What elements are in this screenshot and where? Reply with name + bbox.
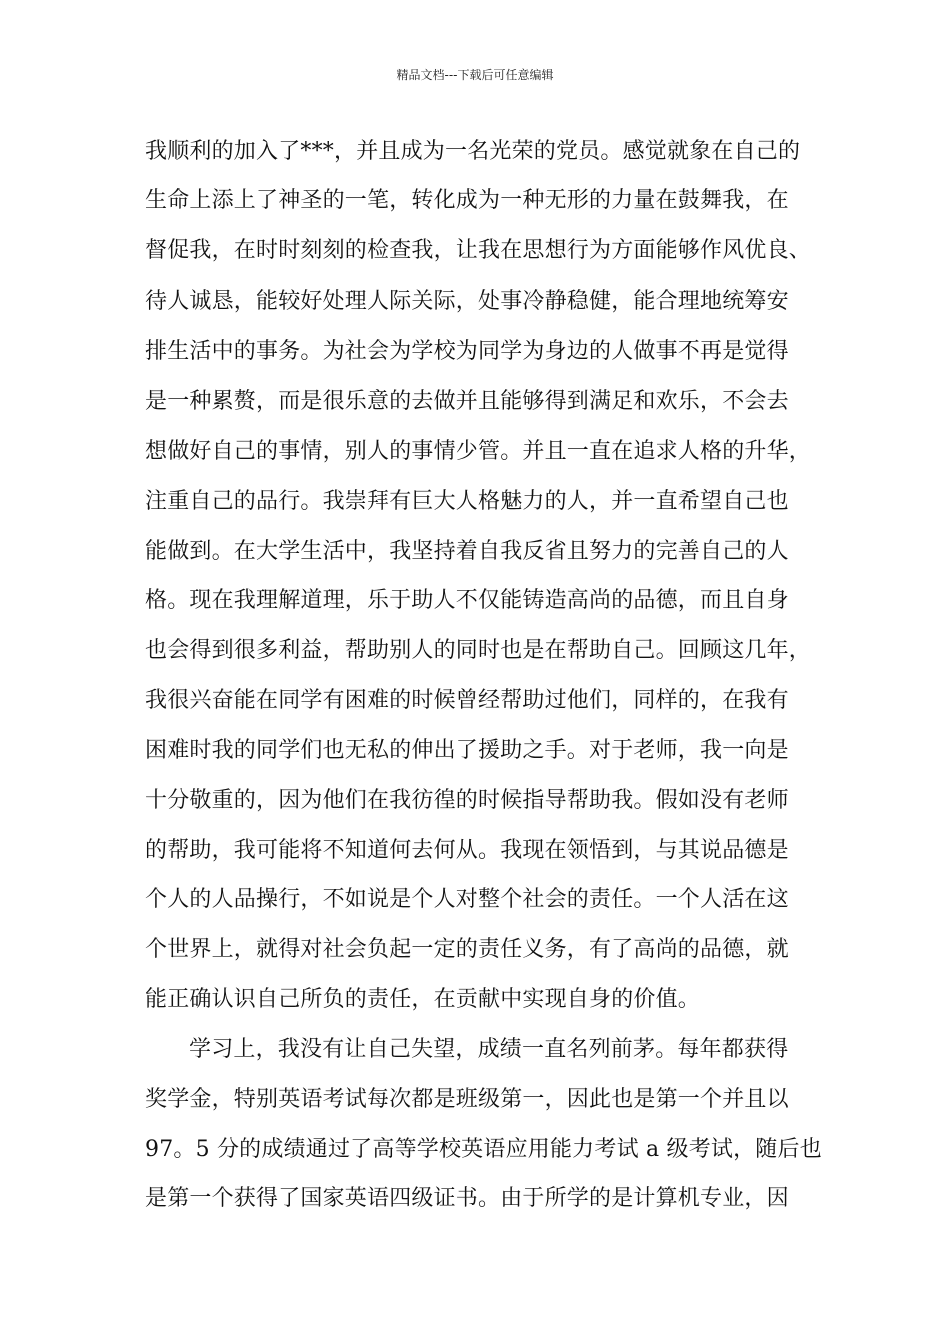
paragraph-line: 97。5 分的成绩通过了高等学校英语应用能力考试 a 级考试，随后也: [145, 1137, 822, 1162]
paragraph-line: 待人诚恳，能较好处理人际关际，处事冷静稳健，能合理地统筹安: [145, 289, 789, 314]
paragraph-line: 排生活中的事务。为社会为学校为同学为身边的人做事不再是觉得: [145, 339, 789, 364]
paragraph-line: 能做到。在大学生活中，我坚持着自我反省且努力的完善自己的人: [145, 539, 789, 564]
paragraph-line: 督促我，在时时刻刻的检查我，让我在思想行为方面能够作风优良、: [145, 238, 812, 263]
page-header: 精品文档---下载后可任意编辑: [396, 68, 554, 82]
paragraph-line: 我顺利的加入了***，并且成为一名光荣的党员。感觉就象在自己的: [145, 139, 801, 164]
paragraph-line: 学习上，我没有让自己失望，成绩一直名列前茅。每年都获得: [189, 1037, 789, 1062]
paragraph-line: 的帮助，我可能将不知道何去何从。我现在领悟到，与其说品德是: [145, 838, 789, 863]
paragraph-line: 是第一个获得了国家英语四级证书。由于所学的是计算机专业，因: [145, 1186, 789, 1211]
paragraph-line: 奖学金，特别英语考试每次都是班级第一，因此也是第一个并且以: [145, 1087, 789, 1112]
paragraph-line: 困难时我的同学们也无私的伸出了援助之手。对于老师，我一向是: [145, 738, 789, 763]
paragraph-line: 我很兴奋能在同学有困难的时候曾经帮助过他们，同样的，在我有: [145, 688, 789, 713]
paragraph-line: 生命上添上了神圣的一笔，转化成为一种无形的力量在鼓舞我，在: [145, 188, 789, 213]
paragraph-line: 十分敬重的，因为他们在我彷徨的时候指导帮助我。假如没有老师: [145, 788, 789, 813]
paragraph-line: 想做好自己的事情，别人的事情少管。并且一直在追求人格的升华，: [145, 439, 812, 464]
paragraph-line: 个人的人品操行，不如说是个人对整个社会的责任。一个人活在这: [145, 887, 789, 912]
paragraph-line: 也会得到很多利益，帮助别人的同时也是在帮助自己。回顾这几年，: [145, 638, 812, 663]
paragraph-line: 注重自己的品行。我崇拜有巨大人格魅力的人，并一直希望自己也: [145, 489, 789, 514]
paragraph-line: 是一种累赘，而是很乐意的去做并且能够得到满足和欢乐，不会去: [145, 389, 789, 414]
paragraph-line: 能正确认识自己所负的责任，在贡献中实现自身的价值。: [145, 987, 701, 1012]
paragraph-line: 格。现在我理解道理，乐于助人不仅能铸造高尚的品德，而且自身: [145, 588, 789, 613]
paragraph-line: 个世界上，就得对社会负起一定的责任义务，有了高尚的品德，就: [145, 937, 789, 962]
